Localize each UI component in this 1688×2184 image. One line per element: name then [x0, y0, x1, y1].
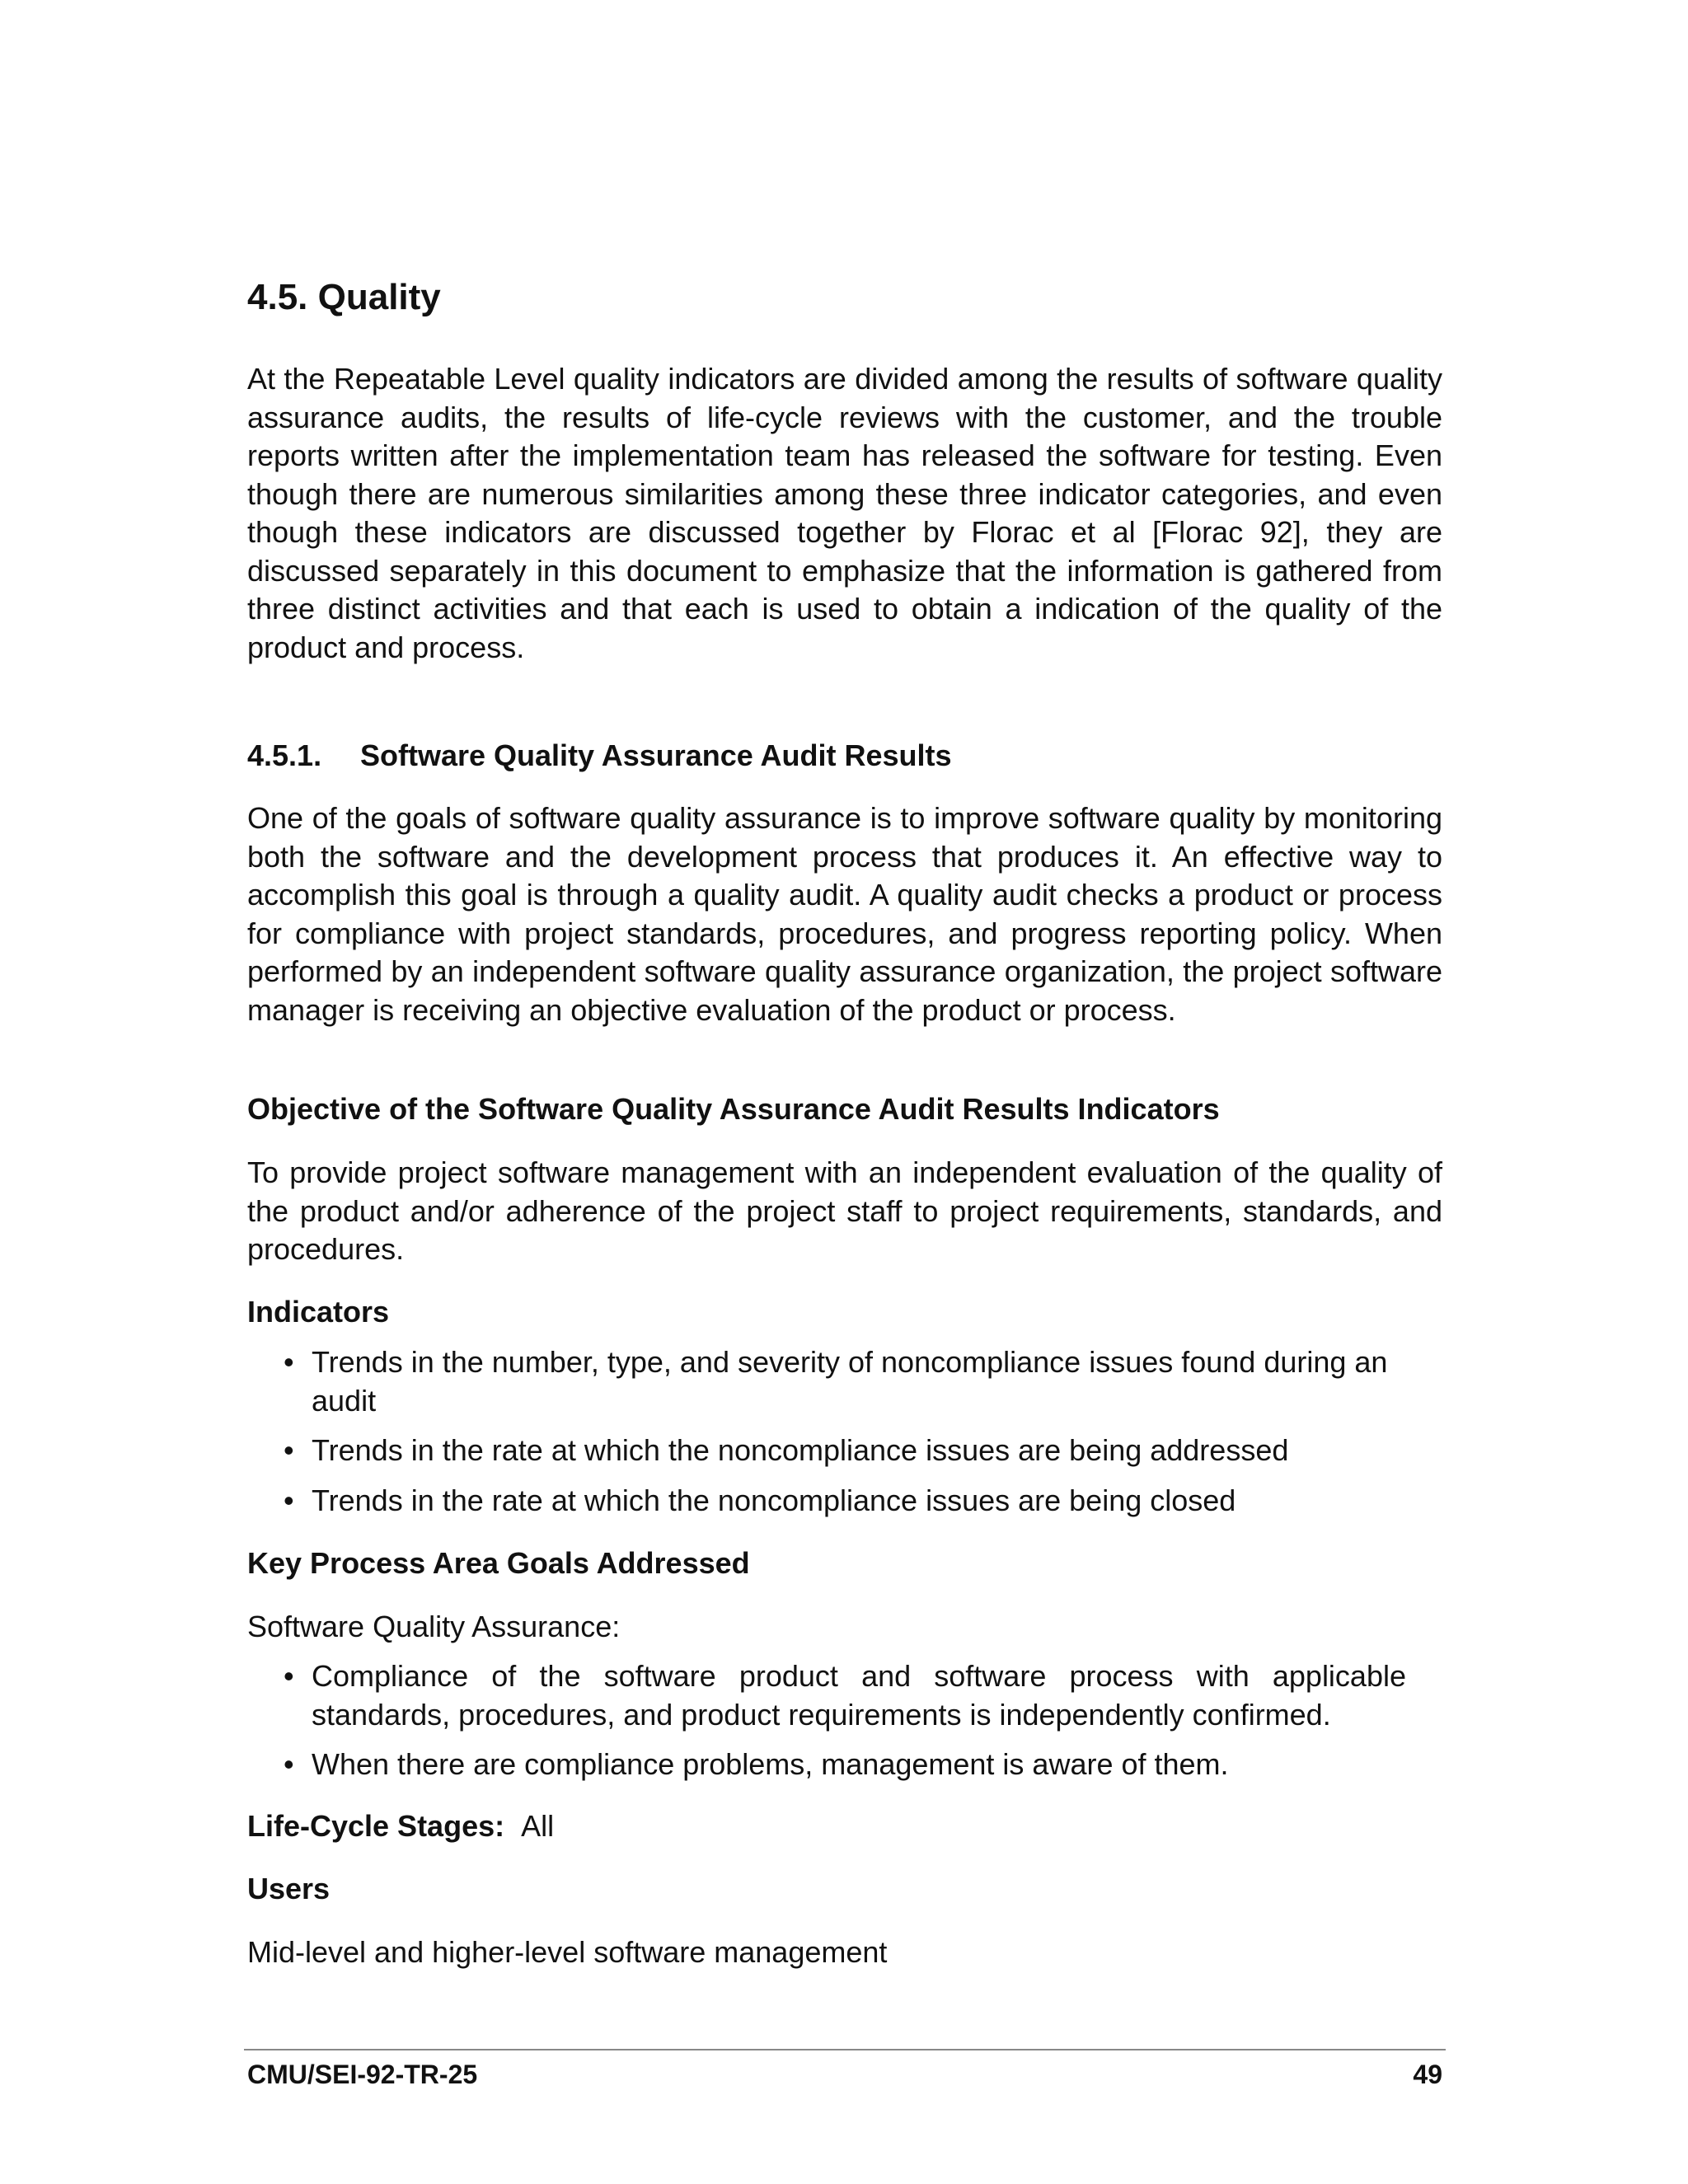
- subsection-body-block: [247, 799, 1442, 1029]
- indicators-list: [284, 1343, 1406, 1520]
- indicator-text: Trends in the number, type, and severity of noncompliance issues found during an audit: [312, 1345, 1388, 1418]
- bullet-icon: •: [284, 1433, 294, 1467]
- footer-page-number: 49: [1413, 2060, 1442, 2089]
- subsection-number: 4.5.1.: [247, 738, 322, 772]
- list-item: [284, 1657, 1406, 1734]
- lifecycle-line: [247, 1807, 554, 1845]
- indicators-heading: Indicators: [247, 1295, 390, 1329]
- users-heading: Users: [247, 1872, 331, 1905]
- lifecycle-label: Life-Cycle Stages:: [247, 1809, 505, 1843]
- list-item: [284, 1343, 1406, 1420]
- users-text: Mid-level and higher-level software management: [247, 1935, 888, 1969]
- objective-heading: Objective of the Software Quality Assurance Audit Results Indicators: [247, 1092, 1220, 1126]
- bullet-icon: •: [284, 1345, 294, 1379]
- indicator-text: Trends in the rate at which the noncompliance issues are being addressed: [312, 1433, 1289, 1467]
- bullet-icon: •: [284, 1483, 294, 1517]
- bullet-icon: •: [284, 1659, 294, 1693]
- section-title: 4.5. Quality: [247, 277, 441, 317]
- intro-paragraph-block: [247, 360, 1442, 667]
- kpa-area: Software Quality Assurance:: [247, 1610, 621, 1643]
- subsection-paragraph: One of the goals of software quality assurance is to improve software quality by monitoring both the software and the development process that produces it. An effective way to accomplish this goal is through a quality audit. A quality audit checks a product or process for compliance with project standards, procedures, and progress reporting policy. When performed by an independent software quality assurance organization, the project software manager is receiving an objective evaluation of the product or process.: [247, 801, 1442, 1027]
- footer-report-id: CMU/SEI-92-TR-25: [247, 2060, 478, 2089]
- list-item: [284, 1432, 1406, 1470]
- lifecycle-value: All: [521, 1809, 555, 1843]
- objective-text: To provide project software management with an independent evaluation of the quality of the product and/or adherence of the project staff to project requirements, standards, and procedures.: [247, 1155, 1442, 1266]
- kpa-goal-text: When there are compliance problems, management is aware of them.: [312, 1747, 1229, 1781]
- footer-divider: [244, 2049, 1446, 2050]
- subsection-title: Software Quality Assurance Audit Results: [360, 738, 952, 772]
- kpa-heading: Key Process Area Goals Addressed: [247, 1546, 750, 1580]
- objective-text-block: [247, 1154, 1442, 1269]
- indicator-text: Trends in the rate at which the noncompliance issues are being closed: [312, 1483, 1236, 1517]
- subsection-heading: [247, 737, 952, 775]
- document-page: [247, 0, 1442, 2184]
- list-item: [284, 1482, 1406, 1521]
- kpa-list: [284, 1657, 1406, 1784]
- bullet-icon: •: [284, 1747, 294, 1781]
- kpa-goal-text: Compliance of the software product and software process with applicable standards, procedures, and product requirements is independently confirmed.: [312, 1659, 1406, 1732]
- list-item: [284, 1746, 1406, 1784]
- intro-paragraph: At the Repeatable Level quality indicators are divided among the results of software quality assurance audits, the results of life-cycle reviews with the customer, and the trouble reports written after the implementation team has released the software for testing. Even though there are numerous similarities among these three indicator categories, and even though these indicators are discussed together by Florac et al [Florac 92], they are discussed separately in this document to emphasize that the information is gathered from three distinct activities and that each is used to obtain a indication of the quality of the product and process.: [247, 362, 1442, 664]
